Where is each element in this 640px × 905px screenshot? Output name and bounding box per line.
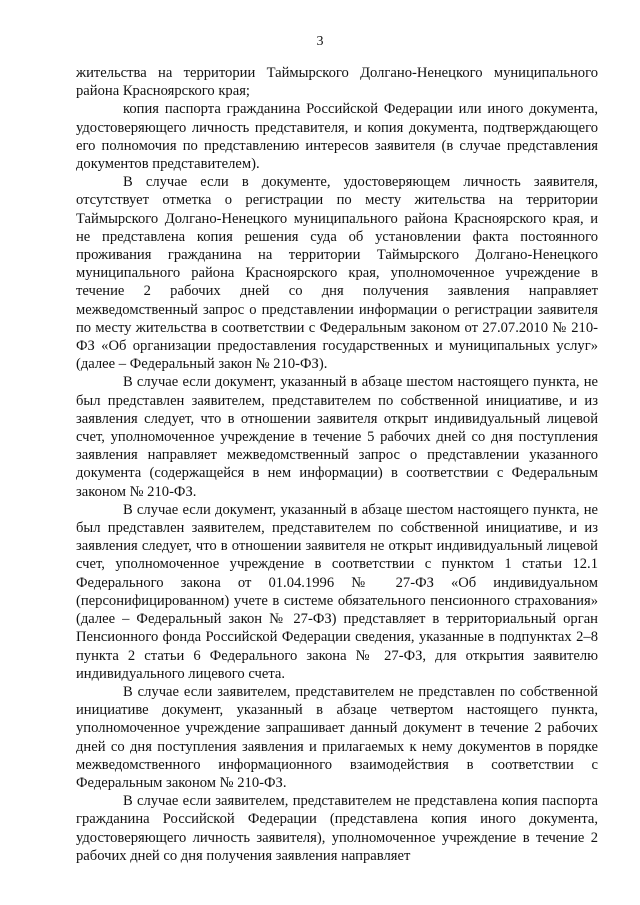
paragraph-passport-copy: копия паспорта гражданина Российской Федерации или иного документа, удостоверяющего личность представителя, и копия документа, подтверждающего его полномочия по представлению интересов заявителя (в случае представления документов представителем).	[76, 101, 598, 173]
page-number: 3	[316, 34, 324, 49]
paragraph-document-request: В случае если заявителем, представителем не представлен по собственной инициативе документ, указанный в абзаце четвертом настоящего пункта, уполномоченное учреждение запрашивает данный документ в течение 2 рабочих дней со дня поступления заявления и прилагаемых к нему документов в порядке межведомственного информационного взаимодействия в соответствии с Федеральным законом № 210-ФЗ.	[76, 683, 598, 791]
paragraph-residence-continuation: жительства на территории Таймырского Долгано-Ненецкого муниципального района Красноярского края;	[76, 65, 598, 100]
paragraph-registration-request: В случае если в документе, удостоверяющем личность заявителя, отсутствует отметка о регистрации по месту жительства на территории Таймырского Долгано-Ненецкого муниципального района Красноярского края, и не представлена копия решения суда об установлении факта постоянного проживания гражданина на территории Таймырского Долгано-Ненецкого муниципального района Красноярского края, уполномоченное учреждение в течение 2 рабочих дней со дня получения заявления направляет межведомственный запрос о представлении информации о регистрации заявителя по месту жительства в соответствии с Федеральным законом от 27.07.2010 № 210-ФЗ «Об организации предоставления государственных и муниципальных услуг» (далее – Федеральный закон № 210-ФЗ).	[76, 174, 598, 373]
paragraph-account-open: В случае если документ, указанный в абзаце шестом настоящего пункта, не был представлен заявителем, представителем по собственной инициативе, и из заявления следует, что в отношении заявителя открыт индивидуальный лицевой счет, уполномоченное учреждение в течение 5 рабочих дней со дня поступления заявления направляет межведомственный запрос о представлении указанного документа (содержащейся в нем информации) в соответствии с Федеральным законом № 210-ФЗ.	[76, 374, 598, 500]
paragraph-account-not-open: В случае если документ, указанный в абзаце шестом настоящего пункта, не был представлен заявителем, представителем по собственной инициативе, и из заявления следует, что в отношении заявителя не открыт индивидуальный лицевой счет, уполномоченное учреждение в соответствии с пунктом 1 статьи 12.1 Федерального закона от 01.04.1996 № 27-ФЗ «Об индивидуальном (персонифицированном) учете в системе обязательного пенсионного страхования» (далее – Федеральный закон № 27-ФЗ) представляет в территориальный орган Пенсионного фонда Российской Федерации сведения, указанные в подпунктах 2–8 пункта 2 статьи 6 Федерального закона № 27-ФЗ, для открытия заявителю индивидуального лицевого счета.	[76, 501, 598, 682]
paragraph-passport-not-provided: В случае если заявителем, представителем не представлена копия паспорта гражданина Российской Федерации (представлена копия иного документа, удостоверяющего личность заявителя), уполномоченное учреждение в течение 2 рабочих дней со дня получения заявления направляет	[76, 793, 598, 864]
document-body	[76, 64, 598, 865]
